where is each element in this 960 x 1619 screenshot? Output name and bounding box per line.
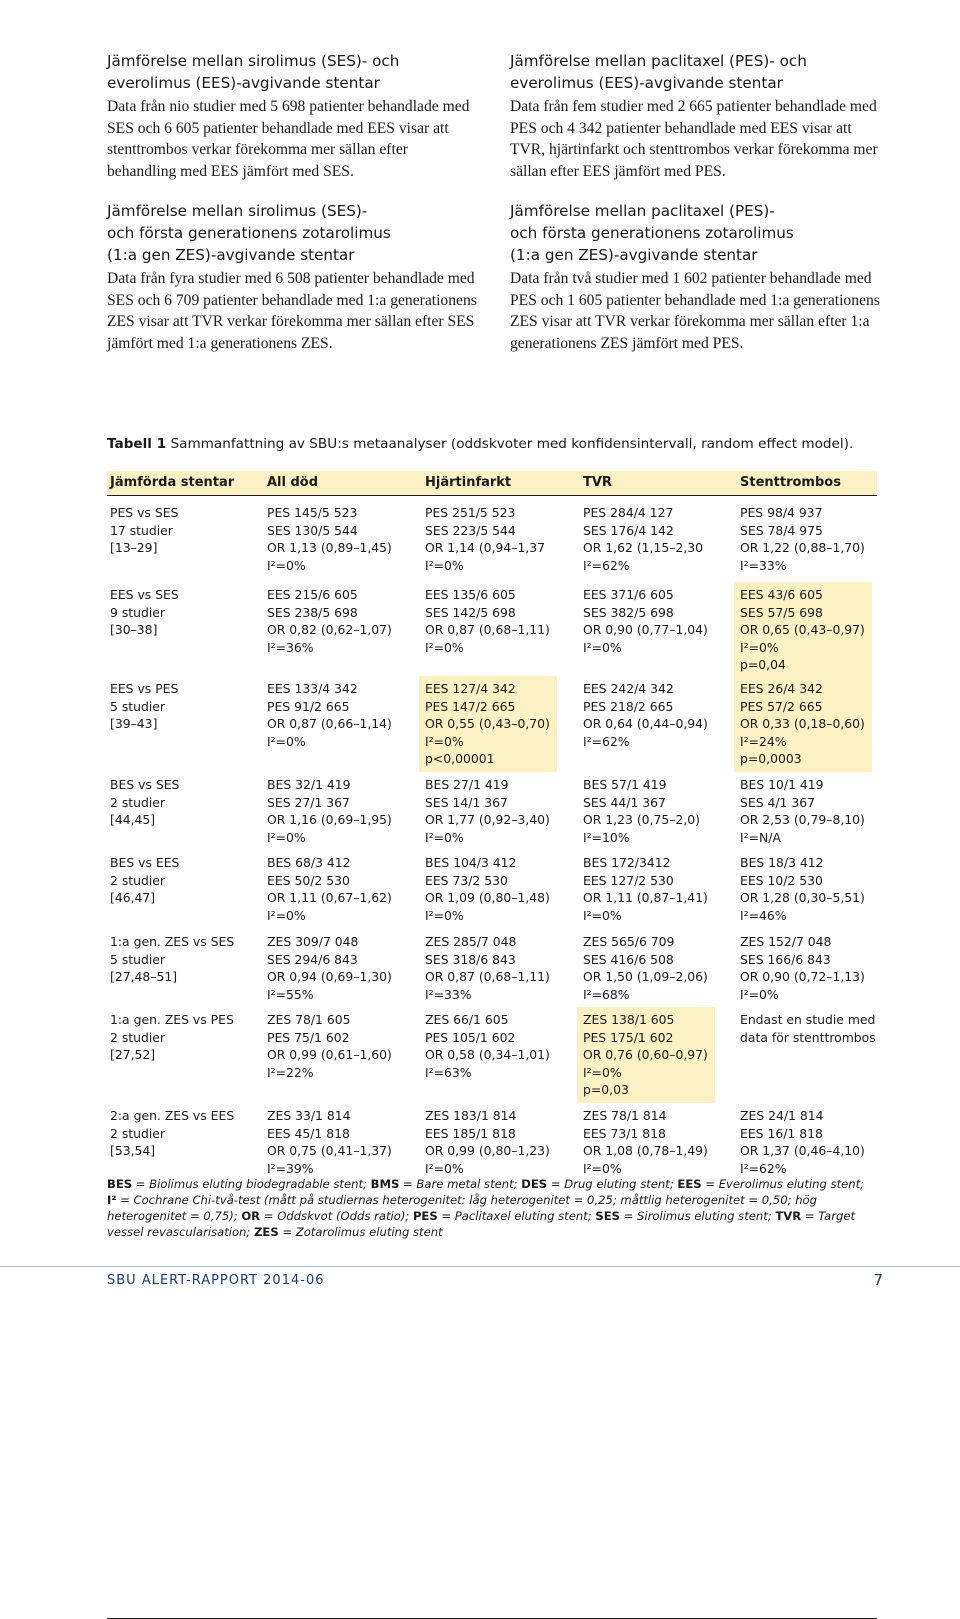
cell-line: PES 175/1 602	[583, 1029, 674, 1045]
cell-line: I²=0%	[425, 557, 464, 573]
section-heading: Jämförelse mellan sirolimus (SES)- och everolimus (EES)-avgivande stentar	[107, 52, 400, 92]
cell-line: EES 73/2 530	[425, 872, 508, 888]
cell-line: OR 0,75 (0,41–1,37)	[267, 1143, 392, 1158]
cell-line: EES vs PES	[110, 681, 179, 696]
cell-line: SES 44/1 367	[583, 794, 666, 810]
cell-line: [30–38]	[110, 622, 158, 637]
table-cell	[267, 854, 417, 924]
header-cell: All död	[267, 475, 319, 490]
cell-line: I²=55%	[267, 986, 314, 1002]
cell-line: OR 1,22 (0,88–1,70)	[740, 540, 865, 555]
cell-line: I²=0%	[583, 1160, 622, 1176]
section-pes-ees	[510, 50, 880, 182]
abbreviation: TVR	[775, 1209, 802, 1223]
footnote	[107, 1176, 877, 1240]
cell-line: [13–29]	[110, 540, 158, 555]
cell-line: I²=0%	[425, 639, 464, 655]
cell-line: SES 166/6 843	[740, 951, 831, 967]
cell-line: I²=0%	[425, 1160, 464, 1176]
table-cell	[267, 776, 417, 846]
left-column	[107, 50, 477, 372]
footer-divider	[0, 1266, 960, 1267]
cell-line: OR 2,53 (0,79–8,10)	[740, 812, 865, 827]
cell-line: EES 45/1 818	[267, 1125, 350, 1141]
cell-line: p=0,0003	[740, 751, 802, 766]
cell-line: OR 0,90 (0,72–1,13)	[740, 969, 865, 984]
cell-line: PES 284/4 127	[583, 505, 674, 520]
cell-line: EES 371/6 605	[583, 587, 674, 602]
cell-line: OR 1,13 (0,89–1,45)	[267, 540, 392, 555]
cell-line: OR 1,77 (0,92–3,40)	[425, 812, 550, 827]
abbreviation: BMS	[370, 1177, 400, 1191]
highlighted-cell	[734, 582, 872, 678]
cell-line: SES 318/6 843	[425, 951, 516, 967]
cell-line: ZES 33/1 814	[267, 1108, 351, 1123]
abbreviation-definition: = Oddskvot (Odds ratio);	[260, 1209, 413, 1223]
section-heading: Jämförelse mellan paclitaxel (PES)- och everolimus (EES)-avgivande stentar	[510, 52, 807, 92]
cell-line: 2 studier	[110, 1125, 166, 1141]
cell-line: SES 176/4 142	[583, 522, 674, 538]
cell-line: OR 0,82 (0,62–1,07)	[267, 622, 392, 637]
cell-line: SES 382/5 698	[583, 604, 674, 620]
cell-line: BES 172/3412	[583, 855, 671, 870]
cell-line: OR 1,14 (0,94–1,37	[425, 540, 546, 555]
cell-line: I²=0%	[267, 733, 306, 749]
table-cell	[583, 933, 733, 1003]
cell-line: EES 26/4 342	[740, 681, 823, 696]
cell-line: EES 16/1 818	[740, 1125, 823, 1141]
summary-table	[107, 471, 877, 1176]
abbreviation-definition: = Biolimus eluting biodegradable stent;	[132, 1177, 371, 1191]
table-cell	[267, 933, 417, 1003]
cell-line: EES 73/1 818	[583, 1125, 666, 1141]
cell-line: EES 43/6 605	[740, 587, 823, 602]
table-cell	[740, 854, 875, 924]
highlighted-cell	[734, 676, 872, 772]
cell-line: EES 185/1 818	[425, 1125, 516, 1141]
cell-line: EES 127/2 530	[583, 872, 674, 888]
cell-line: EES 242/4 342	[583, 681, 674, 696]
cell-line: ZES 565/6 709	[583, 934, 675, 949]
cell-line: PES vs SES	[110, 505, 179, 520]
cell-line: I²=0%	[740, 639, 779, 655]
cell-line: I²=0%	[425, 733, 464, 749]
cell-line: PES 251/5 523	[425, 505, 516, 520]
cell-line: I²=62%	[583, 733, 630, 749]
cell-line: ZES 152/7 048	[740, 934, 832, 949]
abbreviation-definition: = Paclitaxel eluting stent;	[437, 1209, 596, 1223]
cell-line: I²=46%	[740, 907, 787, 923]
abbreviation: PES	[412, 1209, 438, 1223]
cell-line: ZES 138/1 605	[583, 1012, 675, 1027]
table-cell	[740, 1011, 875, 1046]
cell-line: BES 27/1 419	[425, 777, 509, 792]
cell-line: EES 215/6 605	[267, 587, 358, 602]
table-cell	[740, 1107, 875, 1177]
cell-line: OR 0,76 (0,60–0,97)	[583, 1047, 708, 1062]
table-cell	[425, 504, 575, 574]
cell-line: 1:a gen. ZES vs PES	[110, 1012, 234, 1027]
cell-line: EES 10/2 530	[740, 872, 823, 888]
cell-line: OR 1,28 (0,30–5,51)	[740, 890, 865, 905]
section-body: Data från två studier med 1 602 patienter behandlade med PES och 1 605 patienter behandlade med 1:a generationens ZES visar att TVR verkar förekomma mer sällan efter 1:a generationens ZES jämfört med PES.	[510, 270, 880, 352]
table-cell	[110, 680, 260, 733]
table-header	[107, 471, 877, 496]
cell-line: PES 91/2 665	[267, 698, 350, 714]
cell-line: OR 1,50 (1,09–2,06)	[583, 969, 708, 984]
cell-line: PES 145/5 523	[267, 505, 358, 520]
cell-line: I²=33%	[740, 557, 787, 573]
cell-line: 2 studier	[110, 1029, 166, 1045]
table-cell	[425, 1107, 575, 1177]
table-cell	[583, 586, 733, 656]
cell-line: [39–43]	[110, 716, 158, 731]
cell-line: I²=0%	[583, 639, 622, 655]
abbreviation: OR	[241, 1209, 261, 1223]
cell-line: EES 127/4 342	[425, 681, 516, 696]
cell-line: OR 1,09 (0,80–1,48)	[425, 890, 550, 905]
cell-line: I²=62%	[583, 557, 630, 573]
cell-line: 2 studier	[110, 794, 166, 810]
abbreviation-definition: = Everolimus eluting stent;	[701, 1177, 865, 1191]
abbreviation-definition: = Sirolimus eluting stent;	[619, 1209, 776, 1223]
cell-line: 1:a gen. ZES vs SES	[110, 934, 235, 949]
cell-line: I²=N/A	[740, 829, 781, 845]
abbreviation-definition: = Drug eluting stent;	[547, 1177, 678, 1191]
cell-line: I²=0%	[267, 557, 306, 573]
abbreviation: DES	[521, 1177, 548, 1191]
section-ses-zes	[107, 200, 477, 354]
cell-line: PES 105/1 602	[425, 1029, 516, 1045]
cell-line: PES 57/2 665	[740, 698, 823, 714]
cell-line: 5 studier	[110, 698, 166, 714]
cell-line: p=0,04	[740, 657, 786, 672]
table-cell	[267, 586, 417, 656]
cell-line: 2 studier	[110, 872, 166, 888]
cell-line: I²=62%	[740, 1160, 787, 1176]
cell-line: SES 27/1 367	[267, 794, 350, 810]
cell-line: EES vs SES	[110, 587, 179, 602]
cell-line: Endast en studie med	[740, 1012, 876, 1027]
cell-line: OR 0,99 (0,61–1,60)	[267, 1047, 392, 1062]
cell-line: SES 294/6 843	[267, 951, 358, 967]
cell-line: BES 32/1 419	[267, 777, 351, 792]
cell-line: OR 0,55 (0,43–0,70)	[425, 716, 550, 731]
table-cell	[110, 504, 260, 557]
cell-line: [27,48–51]	[110, 969, 178, 984]
cell-line: SES 238/5 698	[267, 604, 358, 620]
cell-line: OR 0,87 (0,66–1,14)	[267, 716, 392, 731]
cell-line: ZES 24/1 814	[740, 1108, 824, 1123]
cell-line: I²=33%	[425, 986, 472, 1002]
cell-line: ZES 309/7 048	[267, 934, 359, 949]
cell-line: OR 0,87 (0,68–1,11)	[425, 969, 550, 984]
cell-line: 2:a gen. ZES vs EES	[110, 1108, 235, 1123]
cell-line: BES 57/1 419	[583, 777, 667, 792]
table-cell	[110, 1107, 260, 1160]
abbreviation: BES	[107, 1177, 133, 1191]
table-cell	[110, 776, 260, 829]
abbreviation-definition: = Target vessel revascularisation;	[107, 1209, 856, 1239]
cell-line: ZES 66/1 605	[425, 1012, 509, 1027]
header-cell: Stenttrombos	[740, 475, 841, 490]
table-cell	[583, 1107, 733, 1177]
table-cell	[267, 680, 417, 750]
table-cell	[740, 504, 875, 574]
cell-line: OR 1,08 (0,78–1,49)	[583, 1143, 708, 1158]
cell-line: OR 1,23 (0,75–2,0)	[583, 812, 700, 827]
cell-line: OR 1,37 (0,46–4,10)	[740, 1143, 865, 1158]
table-cell	[110, 586, 260, 639]
cell-line: [53,54]	[110, 1143, 156, 1158]
cell-line: I²=0%	[583, 907, 622, 923]
cell-line: SES 14/1 367	[425, 794, 508, 810]
cell-line: EES 50/2 530	[267, 872, 350, 888]
highlighted-cell	[577, 1007, 715, 1103]
cell-line: BES 18/3 412	[740, 855, 824, 870]
abbreviation-definition: = Cochrane Chi-två-test (mått på studiernas heterogenitet: låg heterogenitet = 0,25; måttlig heterogenitet = 0,50; hög heterogenitet = 0,75);	[107, 1193, 818, 1223]
table-cell	[267, 1107, 417, 1177]
page-number: 7	[873, 1271, 883, 1289]
table-caption-label: Tabell 1	[107, 436, 167, 452]
cell-line: I²=0%	[425, 907, 464, 923]
cell-line: OR 0,33 (0,18–0,60)	[740, 716, 865, 731]
cell-line: SES 142/5 698	[425, 604, 516, 620]
cell-line: SES 4/1 367	[740, 794, 816, 810]
section-body: Data från fem studier med 2 665 patienter behandlade med PES och 4 342 patienter behandlade med EES visar att TVR, hjärtinfarkt och stenttrombos verkar förekomma mer sällan efter EES jämfört med PES.	[510, 98, 878, 180]
cell-line: [46,47]	[110, 890, 156, 905]
abbreviation: SES	[595, 1209, 620, 1223]
cell-line: 9 studier	[110, 604, 166, 620]
table-cell	[583, 854, 733, 924]
cell-line: BES vs EES	[110, 855, 180, 870]
table-cell	[740, 776, 875, 846]
cell-line: SES 130/5 544	[267, 522, 358, 538]
cell-line: PES 147/2 665	[425, 698, 516, 714]
cell-line: OR 0,90 (0,77–1,04)	[583, 622, 708, 637]
table-cell	[583, 504, 733, 574]
cell-line: I²=22%	[267, 1064, 314, 1080]
table-caption	[107, 436, 867, 452]
cell-line: OR 0,64 (0,44–0,94)	[583, 716, 708, 731]
section-body: Data från nio studier med 5 698 patienter behandlade med SES och 6 605 patienter behandlade med EES visar att stenttrombos verkar förekomma mer sällan efter behandling med EES jämfört med SES.	[107, 98, 470, 180]
cell-line: OR 0,87 (0,68–1,11)	[425, 622, 550, 637]
table-rule	[107, 495, 877, 496]
table-cell	[110, 1011, 260, 1064]
cell-line: SES 416/6 508	[583, 951, 674, 967]
section-heading: Jämförelse mellan paclitaxel (PES)- och första generationens zotarolimus (1:a gen ZES)-avgivande stentar	[510, 202, 794, 264]
cell-line: [27,52]	[110, 1047, 156, 1062]
cell-line: 17 studier	[110, 522, 173, 538]
cell-line: I²=10%	[583, 829, 630, 845]
cell-line: OR 1,62 (1,15–2,30	[583, 540, 704, 555]
table-caption-text: Sammanfattning av SBU:s metaanalyser (oddskvoter med konfidensintervall, random effect model).	[170, 436, 854, 452]
cell-line: [44,45]	[110, 812, 156, 827]
cell-line: p=0,03	[583, 1082, 629, 1097]
section-heading: Jämförelse mellan sirolimus (SES)- och första generationens zotarolimus (1:a gen ZES)-avgivande stentar	[107, 202, 391, 264]
cell-line: OR 1,16 (0,69–1,95)	[267, 812, 392, 827]
table-cell	[583, 776, 733, 846]
table-cell	[583, 680, 733, 750]
footer-publication: SBU ALERT-RAPPORT 2014-06	[107, 1273, 325, 1288]
cell-line: I²=0%	[740, 986, 779, 1002]
table-cell	[425, 776, 575, 846]
cell-line: BES vs SES	[110, 777, 180, 792]
cell-line: data för stenttrombos	[740, 1029, 876, 1045]
cell-line: OR 1,11 (0,67–1,62)	[267, 890, 392, 905]
table-cell	[425, 1011, 575, 1081]
section-body: Data från fyra studier med 6 508 patienter behandlade med SES och 6 709 patienter behandlade med 1:a generationens ZES visar att TVR verkar förekomma mer sällan efter SES jämfört med 1:a generationens ZES.	[107, 270, 477, 352]
abbreviation-definition: = Bare metal stent;	[399, 1177, 522, 1191]
cell-line: SES 57/5 698	[740, 604, 823, 620]
cell-line: 5 studier	[110, 951, 166, 967]
cell-line: EES 133/4 342	[267, 681, 358, 696]
cell-line: OR 0,94 (0,69–1,30)	[267, 969, 392, 984]
cell-line: OR 0,99 (0,80–1,23)	[425, 1143, 550, 1158]
cell-line: BES 68/3 412	[267, 855, 351, 870]
abbreviation-definition: = Zotarolimus eluting stent	[278, 1225, 443, 1239]
cell-line: SES 223/5 544	[425, 522, 516, 538]
header-cell: TVR	[583, 475, 612, 490]
table-cell	[267, 1011, 417, 1081]
table-cell	[267, 504, 417, 574]
section-pes-zes	[510, 200, 880, 354]
cell-line: I²=0%	[267, 829, 306, 845]
cell-line: ZES 285/7 048	[425, 934, 517, 949]
cell-line: ZES 183/1 814	[425, 1108, 517, 1123]
cell-line: I²=39%	[267, 1160, 314, 1176]
cell-line: BES 104/3 412	[425, 855, 517, 870]
abbreviation: EES	[677, 1177, 702, 1191]
abbreviation: I²	[107, 1193, 117, 1207]
cell-line: OR 0,65 (0,43–0,97)	[740, 622, 865, 637]
cell-line: I²=0%	[267, 907, 306, 923]
table-cell	[740, 933, 875, 1003]
cell-line: ZES 78/1 605	[267, 1012, 351, 1027]
cell-line: BES 10/1 419	[740, 777, 824, 792]
cell-line: PES 75/1 602	[267, 1029, 350, 1045]
header-cell: Jämförda stentar	[110, 475, 235, 490]
cell-line: SES 78/4 975	[740, 522, 823, 538]
table-cell	[110, 933, 260, 986]
cell-line: I²=24%	[740, 733, 787, 749]
table-cell	[110, 854, 260, 907]
cell-line: ZES 78/1 814	[583, 1108, 667, 1123]
table-cell	[425, 854, 575, 924]
cell-line: p<0,00001	[425, 751, 495, 766]
cell-line: I²=36%	[267, 639, 314, 655]
cell-line: OR 0,58 (0,34–1,01)	[425, 1047, 550, 1062]
cell-line: I²=0%	[583, 1064, 622, 1080]
cell-line: EES 135/6 605	[425, 587, 516, 602]
cell-line: PES 218/2 665	[583, 698, 674, 714]
table-cell	[425, 933, 575, 1003]
abbreviation: ZES	[254, 1225, 279, 1239]
cell-line: I²=63%	[425, 1064, 472, 1080]
highlighted-cell	[419, 676, 557, 772]
section-ses-ees	[107, 50, 477, 182]
header-cell: Hjärtinfarkt	[425, 475, 512, 490]
cell-line: I²=0%	[425, 829, 464, 845]
cell-line: OR 1,11 (0,87–1,41)	[583, 890, 708, 905]
table-cell	[425, 586, 575, 656]
right-column	[510, 50, 880, 372]
cell-line: I²=68%	[583, 986, 630, 1002]
cell-line: PES 98/4 937	[740, 505, 823, 520]
